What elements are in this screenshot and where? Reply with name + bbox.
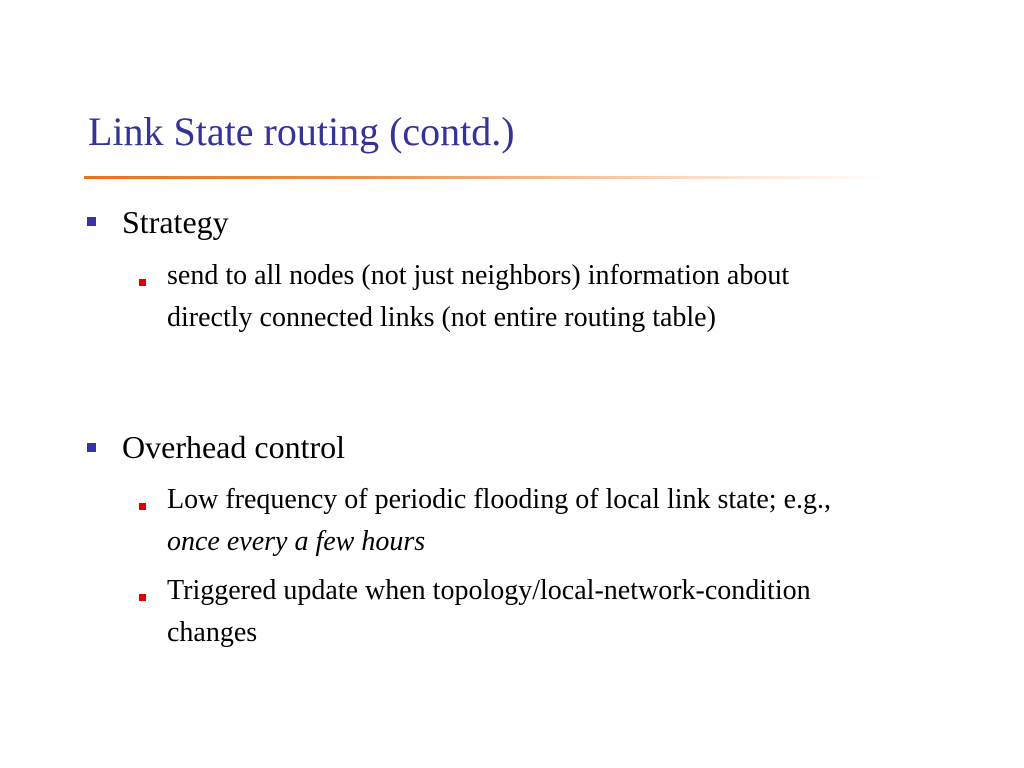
sub-bullet-line: directly connected links (not entire routing table) — [167, 302, 716, 333]
title-underline — [84, 176, 890, 179]
sub-bullet-line: Triggered update when topology/local-network-condition — [167, 575, 811, 606]
sub-bullet-triggered-update — [167, 570, 997, 654]
sub-bullet-line — [167, 521, 997, 563]
sub-bullet-line: changes — [167, 617, 258, 648]
bullet-heading-strategy: Strategy — [122, 204, 229, 240]
sub-bullet-periodic-flooding — [167, 479, 997, 563]
slide-title: Link State routing (contd.) — [88, 109, 515, 154]
sub-bullet-line: send to all nodes (not just neighbors) information about — [167, 260, 790, 291]
italic-emphasis: once every a few hours — [167, 526, 426, 557]
sub-bullet-line: Low frequency of periodic flooding of local link state; e.g., — [167, 484, 832, 515]
square-bullet-icon — [87, 443, 96, 452]
square-bullet-icon — [139, 594, 146, 601]
sub-bullet-strategy-detail — [167, 255, 997, 339]
square-bullet-icon — [139, 279, 146, 286]
square-bullet-icon — [87, 217, 96, 226]
bullet-heading-overhead-control: Overhead control — [122, 429, 346, 465]
square-bullet-icon — [139, 503, 146, 510]
